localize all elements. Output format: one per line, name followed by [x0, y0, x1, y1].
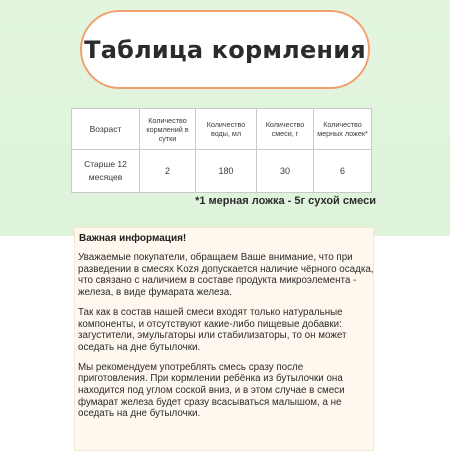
- info-paragraph: Мы рекомендуем употреблять смесь сразу после приготовления. При кормлении ребёнка из бутылочки она находится под углом соской вниз, и в этом случае в смеси фумарат железа будет сразу всасываться малышом, а не оседать на дне бутылочки.: [78, 361, 345, 420]
- feeding-table: [71, 108, 372, 193]
- header-scoops: Количество мерных ложек*: [314, 109, 372, 150]
- info-paragraph: Так как в состав нашей смеси входят только натуральные компоненты, и отсутствуют какие-либо пищевые добавки: загустители, эмульгаторы или стабилизаторы, то он может оседать на дне бутылочки.: [78, 306, 347, 353]
- title-banner: [80, 10, 370, 89]
- table-row: [72, 150, 372, 193]
- cell-scoops: 6: [314, 150, 372, 193]
- info-paragraph: Уважаемые покупатели, обращаем Ваше внимание, что при разведении в смесях Kozя допускается наличие чёрного осадка, что связано с наличием в составе продукта микроэлемента - железа, в виде фумарата железа.: [78, 252, 374, 299]
- cell-feedings: 2: [140, 150, 196, 193]
- header-water: Количество воды, мл: [196, 109, 257, 150]
- header-formula: Количество смеси, г: [257, 109, 314, 150]
- cell-water: 180: [196, 150, 257, 193]
- scoop-footnote: *1 мерная ложка - 5г сухой смеси: [195, 195, 376, 207]
- cell-formula: 30: [257, 150, 314, 193]
- table-header-row: [72, 109, 372, 150]
- header-feedings: Количество кормлений в сутки: [140, 109, 196, 150]
- info-body: [78, 252, 374, 428]
- info-title: Важная информация!: [79, 233, 187, 244]
- cell-age: Старше 12 месяцев: [72, 150, 140, 193]
- header-age: Возраст: [72, 109, 140, 150]
- page-title: Таблица кормления: [84, 35, 366, 64]
